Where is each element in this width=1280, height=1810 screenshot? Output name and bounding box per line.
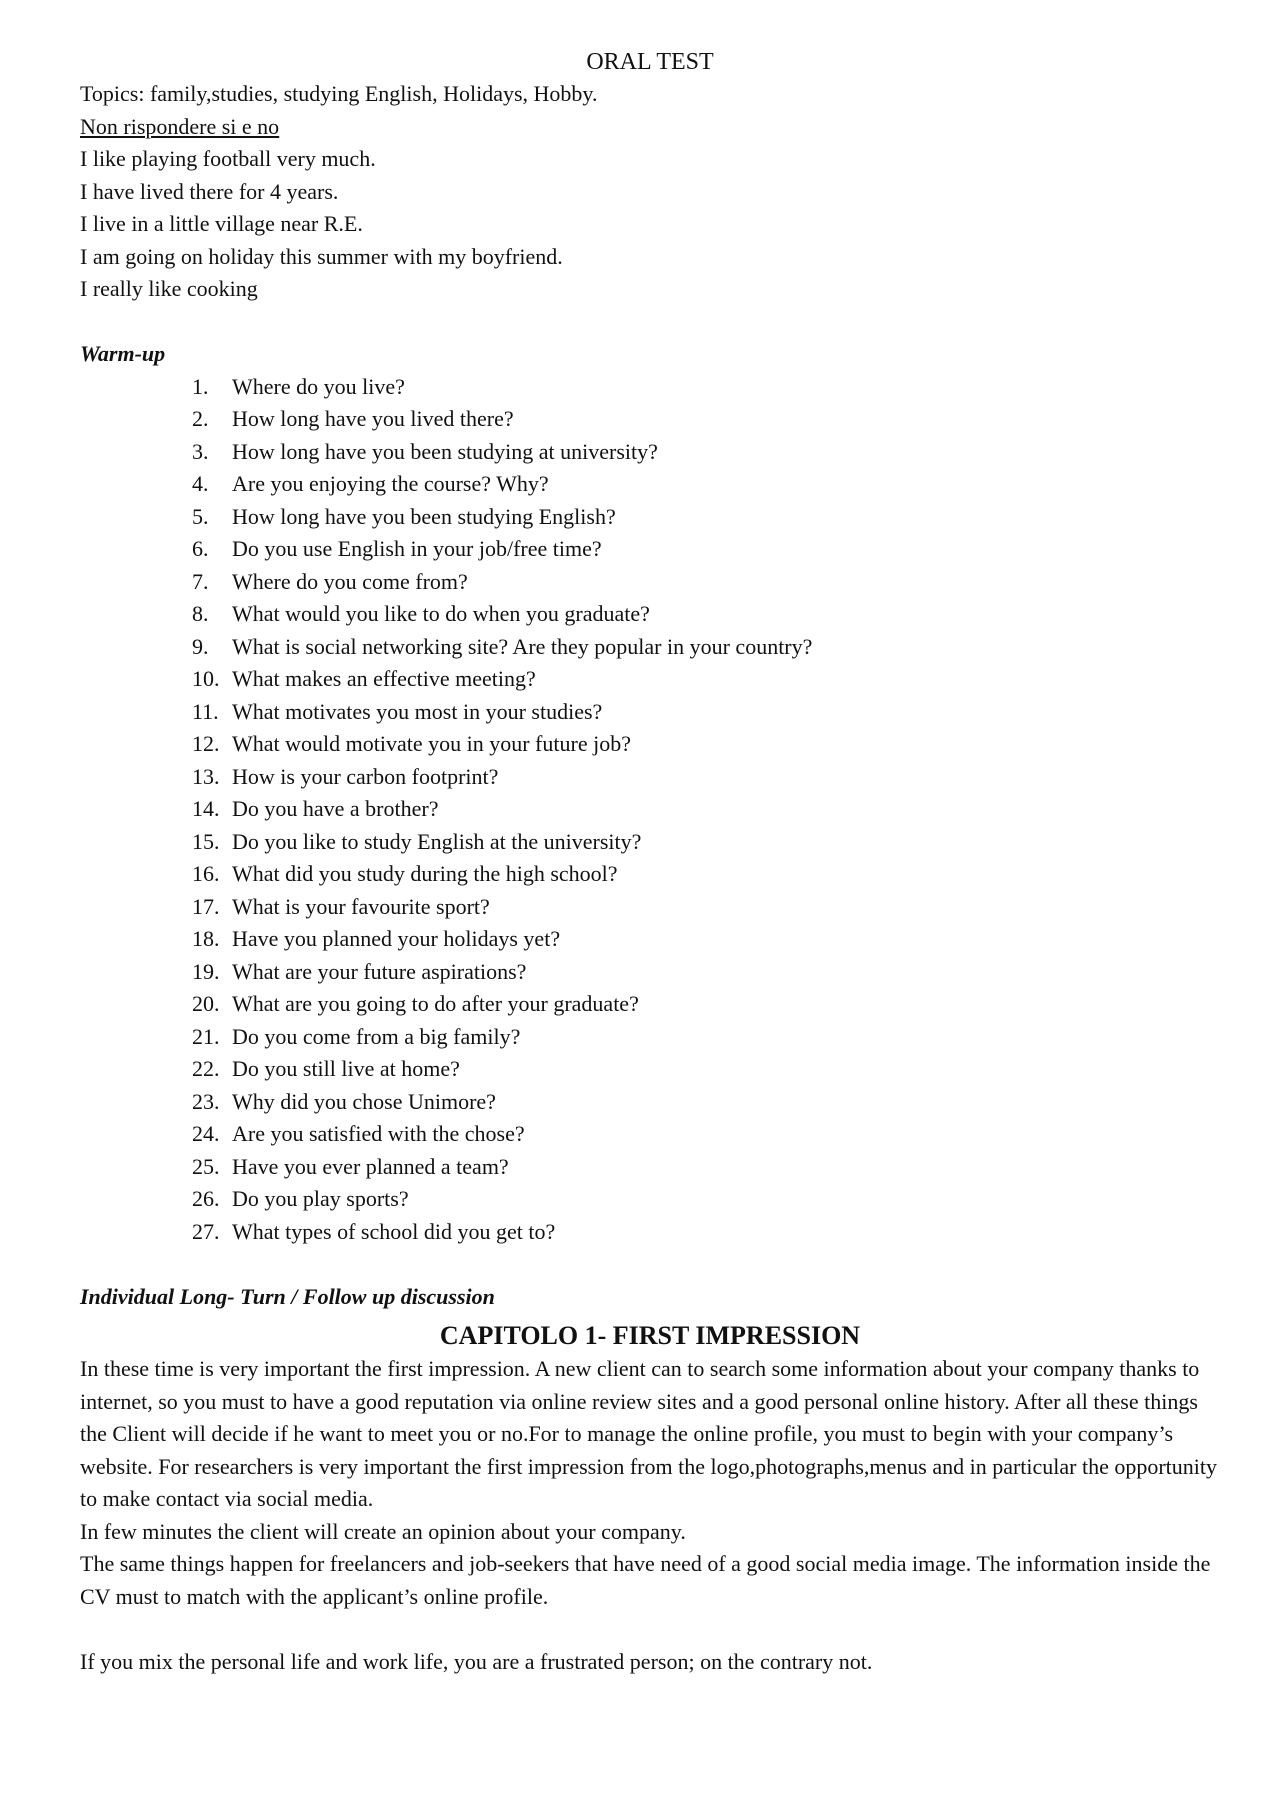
page-title: ORAL TEST xyxy=(586,49,714,75)
question-text: How long have you been studying English? xyxy=(232,503,616,529)
question-text: Do you still live at home? xyxy=(232,1056,460,1081)
intro-line: I really like cooking xyxy=(80,276,258,301)
question-text: What did you study during the high school? xyxy=(232,861,618,886)
long-turn-heading: Individual Long- Turn / Follow up discussion xyxy=(80,1283,495,1309)
question-text: What types of school did you get to? xyxy=(232,1218,556,1244)
question-text: How long have you lived there? xyxy=(232,406,514,431)
intro-line: I like playing football very much. xyxy=(80,146,376,171)
warmup-question xyxy=(80,1021,1220,1054)
question-text: Where do you come from? xyxy=(232,568,468,594)
spacer xyxy=(80,1613,1220,1646)
warmup-question xyxy=(80,728,1220,761)
warmup-question xyxy=(80,1118,1220,1151)
warmup-question xyxy=(80,988,1220,1021)
document-page xyxy=(80,46,1220,1678)
chapter-paragraph: In few minutes the client will create an opinion about your company. xyxy=(80,1518,686,1544)
warmup-question xyxy=(80,468,1220,501)
question-number: 17. xyxy=(192,893,220,919)
warmup-question xyxy=(80,1053,1220,1086)
question-number: 16. xyxy=(192,861,220,886)
question-text: Why did you chose Unimore? xyxy=(232,1088,496,1114)
question-text: What is social networking site? Are they popular in your country? xyxy=(232,633,813,659)
warmup-question xyxy=(80,663,1220,696)
question-text: What motivates you most in your studies? xyxy=(232,698,603,724)
warmup-question xyxy=(80,891,1220,924)
question-number: 12. xyxy=(192,731,220,756)
topics-line: Topics: family,studies, studying English, Holidays, Hobby. xyxy=(80,81,598,106)
question-text: How is your carbon footprint? xyxy=(232,763,499,789)
question-text: Do you use English in your job/free time? xyxy=(232,536,602,561)
chapter-paragraph: In these time is very important the first impression. A new client can to search some information about your company thanks to internet, so you must to have a good reputation via online review sites and a good personal online history. After all these things the Client will decide if he want to meet you or no.For to manage the online profile, you must to begin with your company’s website. For researchers is very important the first impression from the logo,photographs,menus and in particular the opportunity to make contact via social media. xyxy=(80,1356,1218,1511)
question-number: 27. xyxy=(192,1218,220,1244)
question-text: What are your future aspirations? xyxy=(232,958,527,984)
question-text: What are you going to do after your graduate? xyxy=(232,991,639,1016)
warmup-question xyxy=(80,566,1220,599)
question-number: 20. xyxy=(192,991,220,1016)
warmup-question xyxy=(80,631,1220,664)
warmup-question xyxy=(80,1216,1220,1249)
question-number: 19. xyxy=(192,958,220,984)
warmup-question xyxy=(80,858,1220,891)
question-text: Where do you live? xyxy=(232,373,405,399)
warmup-question xyxy=(80,793,1220,826)
question-number: 14. xyxy=(192,796,220,821)
warmup-question xyxy=(80,533,1220,566)
warmup-question xyxy=(80,1151,1220,1184)
question-number: 1. xyxy=(192,373,209,399)
question-number: 13. xyxy=(192,763,220,789)
chapter-title: CAPITOLO 1- FIRST IMPRESSION xyxy=(439,1321,861,1350)
warmup-question xyxy=(80,761,1220,794)
intro-line: I have lived there for 4 years. xyxy=(80,178,339,204)
question-text: Do you have a brother? xyxy=(232,796,439,821)
question-number: 26. xyxy=(192,1186,220,1211)
question-number: 25. xyxy=(192,1153,220,1179)
chapter-closing-paragraph: If you mix the personal life and work life, you are a frustrated person; on the contrary not. xyxy=(80,1648,873,1674)
question-text: What is your favourite sport? xyxy=(232,893,490,919)
question-number: 18. xyxy=(192,926,220,951)
intro-line: I live in a little village near R.E. xyxy=(80,211,363,236)
question-number: 2. xyxy=(192,406,209,431)
warmup-question xyxy=(80,371,1220,404)
question-number: 23. xyxy=(192,1088,220,1114)
question-number: 15. xyxy=(192,828,220,854)
question-number: 11. xyxy=(192,698,219,724)
question-number: 22. xyxy=(192,1056,220,1081)
question-text: Have you ever planned a team? xyxy=(232,1153,509,1179)
spacer xyxy=(80,1248,1220,1281)
question-number: 5. xyxy=(192,503,209,529)
question-number: 6. xyxy=(192,536,209,561)
question-text: Do you come from a big family? xyxy=(232,1023,521,1049)
warmup-heading: Warm-up xyxy=(80,341,166,366)
question-text: Do you like to study English at the university? xyxy=(232,828,642,854)
question-text: Are you enjoying the course? Why? xyxy=(232,471,549,496)
question-text: Do you play sports? xyxy=(232,1186,409,1211)
warmup-question xyxy=(80,436,1220,469)
question-text: What would you like to do when you graduate? xyxy=(232,601,650,626)
question-text: What would motivate you in your future job? xyxy=(232,731,631,756)
question-text: How long have you been studying at university? xyxy=(232,438,658,464)
warmup-question xyxy=(80,923,1220,956)
question-number: 10. xyxy=(192,666,220,691)
question-number: 24. xyxy=(192,1121,220,1146)
warmup-question xyxy=(80,696,1220,729)
warmup-question xyxy=(80,403,1220,436)
question-text: Have you planned your holidays yet? xyxy=(232,926,561,951)
question-number: 3. xyxy=(192,438,209,464)
question-number: 4. xyxy=(192,471,209,496)
instruction-line: Non rispondere si e no xyxy=(80,113,280,139)
question-text: What makes an effective meeting? xyxy=(232,666,536,691)
intro-line: I am going on holiday this summer with my boyfriend. xyxy=(80,243,563,269)
warmup-question xyxy=(80,501,1220,534)
warmup-question xyxy=(80,1086,1220,1119)
question-number: 9. xyxy=(192,633,209,659)
question-number: 21. xyxy=(192,1023,220,1049)
chapter-paragraph: The same things happen for freelancers and job-seekers that have need of a good social media image. The information inside the CV must to match with the applicant’s online profile. xyxy=(80,1551,1211,1609)
question-number: 7. xyxy=(192,568,209,594)
warmup-question xyxy=(80,1183,1220,1216)
warmup-question-list xyxy=(80,371,1220,1249)
warmup-question xyxy=(80,826,1220,859)
warmup-question xyxy=(80,598,1220,631)
warmup-question xyxy=(80,956,1220,989)
question-text: Are you satisfied with the chose? xyxy=(232,1121,525,1146)
spacer xyxy=(80,306,1220,339)
intro-section xyxy=(80,78,1220,306)
question-number: 8. xyxy=(192,601,209,626)
